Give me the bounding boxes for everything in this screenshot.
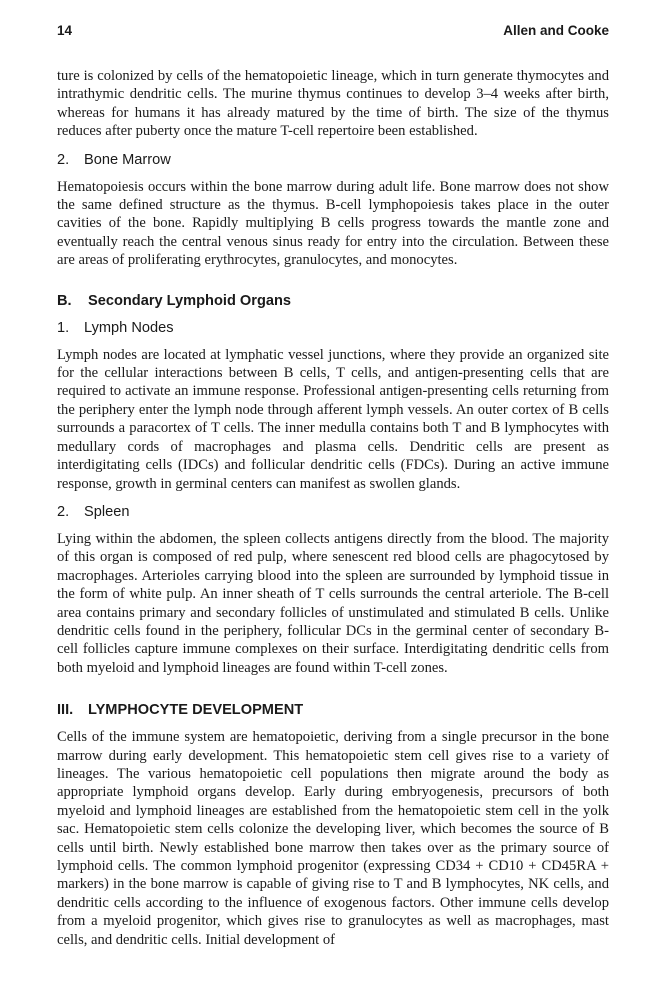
section-title: Secondary Lymphoid Organs — [88, 292, 292, 309]
subsection-title: Bone Marrow — [84, 151, 171, 168]
section-heading-secondary-lymphoid-organs — [57, 292, 609, 310]
subsection-title: Lymph Nodes — [84, 319, 174, 336]
bone-marrow-paragraph: Hematopoiesis occurs within the bone marrow during adult life. Bone marrow does not show the same defined structure as the thymus. B-cell lymphopoiesis takes place in the outer cavities of the bone. Rapidly multiplying B cells progress towards the mantle zone and eventually reach the central venous sinus ready for entry into the circulation. Between these are areas of proliferating erythrocytes, granulocytes, and monocytes. — [57, 178, 609, 269]
subsection-number: 2. — [57, 503, 70, 520]
subsection-number: 1. — [57, 319, 70, 336]
section-heading-lymphocyte-development — [57, 701, 609, 719]
lymph-nodes-paragraph: Lymph nodes are located at lymphatic vessel junctions, where they provide an organized site for the cellular interactions between B cells, T cells, and antigen-presenting cells that are required to activate an immune response. Professional antigen-presenting cells returning from the periphery enter the lymph node through afferent lymph vessels. An outer cortex of B cells surrounds a paracortex of T cells. The inner medulla contains both T and B lymphocytes with medullary cords of macrophages and plasma cells. Dendritic cells are present as interdigitating cells (IDCs) and follicular dendritic cells (FDCs). During an active immune response, growth in germinal centers can manifest as swollen glands. — [57, 346, 609, 492]
lymphocyte-development-paragraph: Cells of the immune system are hematopoietic, deriving from a single precursor in the bone marrow during early development. This hematopoietic stem cell gives rise to a variety of lineages. The various hematopoietic cell populations then migrate around the body as appropriate lymphoid organs develop. Early during embryogenesis, precursors of both myeloid and lymphoid lineages are established from the hematopoietic stem cell in the yolk sac. Hematopoietic stem cells colonize the developing liver, which becomes the source of B cells until birth. Newly established bone marrow then takes over as the primary source of lymphoid cells. The common lymphoid progenitor (expressing CD34 + CD10 + CD45RA + markers) in the bone marrow is capable of giving rise to T and B lymphocytes, NK cells, and dendritic cells according to the influence of exogenous factors. Other immune cells develop from a myeloid progenitor, which gives rise to granulocytes as well as macrophages, mast cells, and dendritic cells. Initial development of — [57, 729, 609, 948]
subsection-heading-bone-marrow — [57, 151, 609, 169]
spleen-paragraph: Lying within the abdomen, the spleen collects antigens directly from the blood. The majority of this organ is composed of red pulp, where senescent red blood cells are phagocytosed by macrophages. Arterioles carrying blood into the spleen are surrounded by lymphoid tissue in the form of white pulp. An inner sheath of T cells surrounds the central arteriole. The B-cell area contains primary and secondary follicles of unstimulated and stimulated B cells. Unlike dendritic cells found in the periphery, follicular DCs in the germinal center of secondary B-cell follicles capture immune complexes on their surface. Interdigitating dendritic cells from both myeloid and lymphoid lineages are found within T-cell zones. — [57, 530, 609, 676]
subsection-heading-spleen — [57, 503, 609, 521]
section-number: III. — [57, 702, 74, 719]
book-page — [57, 22, 609, 959]
section-number: B. — [57, 292, 72, 309]
subsection-number: 2. — [57, 151, 70, 168]
intro-paragraph: ture is colonized by cells of the hematopoietic lineage, which in turn generate thymocytes and intrathymic dendritic cells. The murine thymus continues to develop 3–4 weeks after birth, whereas for humans it has already matured by the time of birth. The size of the thymus reduces after puberty once the mature T-cell repertoire been established. — [57, 68, 609, 140]
subsection-title: Spleen — [84, 503, 130, 520]
subsection-heading-lymph-nodes — [57, 319, 609, 337]
section-title: LYMPHOCYTE DEVELOPMENT — [88, 702, 304, 719]
running-head-authors: Allen and Cooke — [503, 23, 609, 38]
page-number: 14 — [57, 23, 73, 38]
running-head — [57, 22, 609, 40]
